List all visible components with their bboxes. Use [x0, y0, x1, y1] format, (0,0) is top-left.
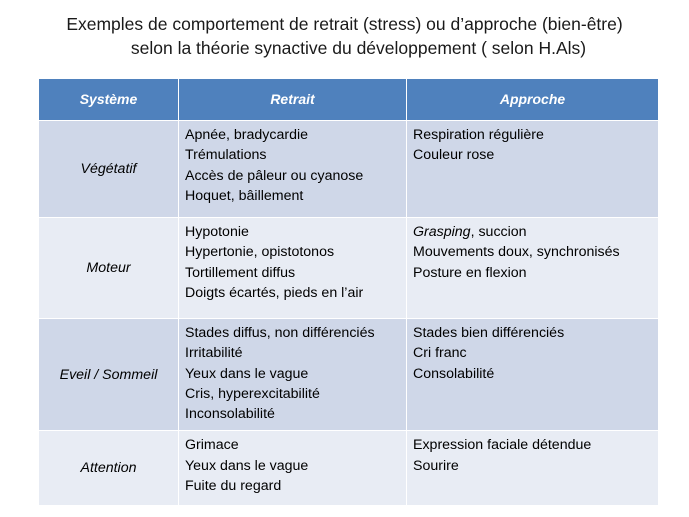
- retrait-item: Apnée, bradycardie: [185, 127, 309, 143]
- approche-cell: [407, 319, 659, 431]
- slide-title: [0, 12, 689, 60]
- retrait-item: Irritabilité: [185, 345, 243, 362]
- approche-item: Mouvements doux, synchronisés: [413, 244, 620, 261]
- retrait-item: Doigts écartés, pieds en l’air: [185, 284, 364, 301]
- retrait-cell: [179, 431, 407, 506]
- approche-item: Posture en flexion: [413, 264, 527, 281]
- table-row: [39, 218, 659, 319]
- approche-item: Expression faciale détendue: [413, 437, 592, 454]
- approche-item: [413, 222, 652, 242]
- title-line-1: Exemples de comportement de retrait (stress) ou d’approche (bien-être): [66, 14, 623, 34]
- approche-item-emphasis: Grasping: [413, 224, 471, 240]
- retrait-item: Yeux dans le vague: [185, 457, 309, 474]
- retrait-item: Accès de pâleur ou cyanose: [185, 167, 364, 184]
- approche-item: Couleur rose: [413, 147, 495, 164]
- table-row: [39, 121, 659, 218]
- retrait-item: Fuite du regard: [185, 478, 282, 495]
- table-row: [39, 319, 659, 431]
- system-cell: Moteur: [39, 218, 179, 319]
- header-retrait: Retrait: [179, 79, 407, 121]
- approche-cell: [407, 121, 659, 218]
- approche-item: Respiration régulière: [413, 127, 544, 143]
- retrait-cell: [179, 319, 407, 431]
- approche-item-rest: , succion: [470, 224, 527, 240]
- retrait-item: Yeux dans le vague: [185, 365, 309, 382]
- retrait-cell: [179, 218, 407, 319]
- header-approche: Approche: [407, 79, 659, 121]
- retrait-cell: [179, 121, 407, 218]
- approche-item: Consolabilité: [413, 365, 495, 382]
- table-row: [39, 431, 659, 506]
- header-systeme: Système: [39, 79, 179, 121]
- retrait-item: Hoquet, bâillement: [185, 187, 304, 204]
- approche-cell: [407, 218, 659, 319]
- retrait-item: Stades diffus, non différenciés: [185, 325, 375, 341]
- approche-item: Stades bien différenciés: [413, 325, 565, 341]
- retrait-item: Trémulations: [185, 147, 267, 164]
- retrait-item: Tortillement diffus: [185, 264, 296, 281]
- retrait-item: Hypertonie, opistotonos: [185, 244, 335, 261]
- system-cell: Végétatif: [39, 121, 179, 218]
- approche-cell: [407, 431, 659, 506]
- title-line-2: selon la théorie synactive du développement ( selon H.Als): [130, 38, 587, 58]
- retrait-item: Hypotonie: [185, 224, 249, 240]
- retrait-item: Grimace: [185, 437, 239, 454]
- retrait-item: Cris, hyperexcitabilité: [185, 385, 320, 402]
- system-cell: Attention: [39, 431, 179, 506]
- system-cell: Eveil / Sommeil: [39, 319, 179, 431]
- approche-item: Cri franc: [413, 345, 467, 362]
- retrait-item: Inconsolabilité: [185, 406, 275, 423]
- approche-item: Sourire: [413, 457, 459, 474]
- behavior-table: [38, 78, 659, 506]
- header-row: [39, 79, 659, 121]
